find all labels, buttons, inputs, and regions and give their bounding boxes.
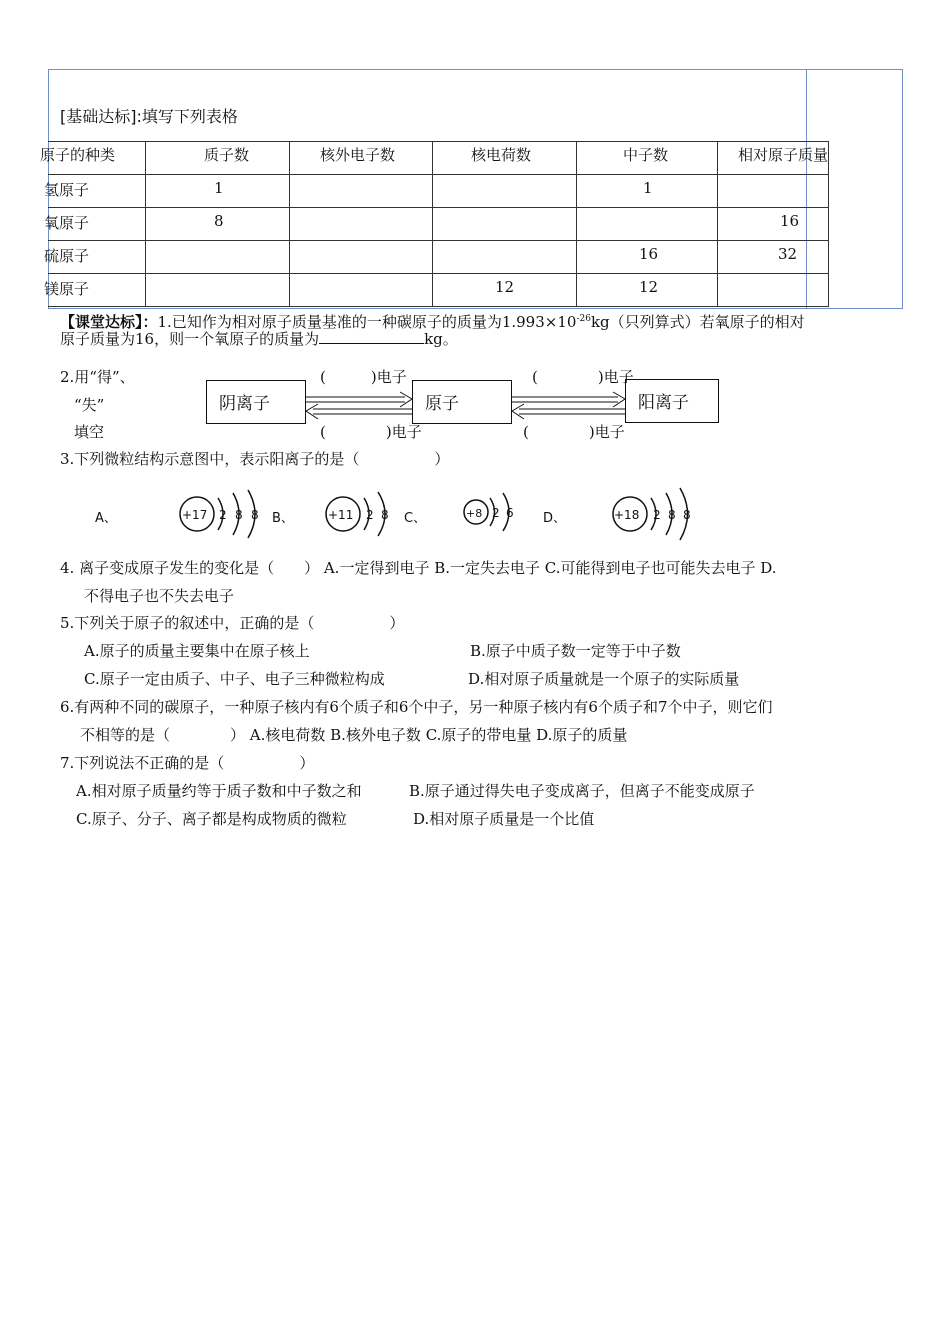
row-name: 硫原子 bbox=[44, 247, 90, 265]
option-d-shell-2: 8 bbox=[668, 508, 676, 522]
cation-box: 阳离子 bbox=[625, 379, 719, 423]
cell-relative-mass: 16 bbox=[780, 212, 800, 230]
question-1-line-1: 【课堂达标】：1.已知作为相对原子质量基准的一种碳原子的质量为$1.993\times 10^{-26}kg$（只列算式）若氧原子的相对 bbox=[60, 313, 805, 331]
row-name: 氧原子 bbox=[44, 214, 90, 232]
option-c-shell-1: 2 bbox=[492, 506, 500, 520]
question-1-line-2: 原子质量为16，则一个氧原子的质量为 kg。 bbox=[60, 330, 458, 348]
header-atom-type: 原子的种类 bbox=[40, 146, 116, 164]
option-b-label: B、 bbox=[272, 511, 294, 526]
blank-bottom-right[interactable]: ( )电子 bbox=[523, 423, 625, 441]
header-protons: 质子数 bbox=[204, 146, 250, 164]
atom-box: 原子 bbox=[412, 380, 512, 424]
cell-protons: 1 bbox=[214, 179, 224, 197]
option-a-nucleus: +17 bbox=[182, 508, 208, 522]
class-target-label: 【课堂达标】： bbox=[60, 313, 158, 331]
blank-top-right[interactable]: ( )电子 bbox=[532, 368, 634, 386]
option-a-label: A、 bbox=[95, 511, 117, 526]
question-7-option-b: B.原子通过得失电子变成离子，但离子不能变成原子 bbox=[409, 782, 755, 800]
option-d-nucleus: +18 bbox=[614, 508, 640, 522]
cell-relative-mass: 32 bbox=[778, 245, 798, 263]
row-name: 氢原子 bbox=[44, 181, 90, 199]
header-electrons: 核外电子数 bbox=[320, 146, 396, 164]
question-6-line-2: 不相等的是（ ） A.核电荷数 B.核外电子数 C.原子的带电量 D.原子的质量 bbox=[80, 726, 628, 744]
option-b-shell-1: 2 bbox=[366, 508, 374, 522]
section-title: [基础达标]:填写下列表格 bbox=[60, 107, 238, 126]
question-7-option-d: D.相对原子质量是一个比值 bbox=[413, 810, 595, 828]
atom-structure-diagrams bbox=[0, 480, 950, 550]
question-5-option-d: D.相对原子质量就是一个原子的实际质量 bbox=[468, 670, 740, 688]
question-2-line-2: “失” bbox=[74, 396, 105, 414]
question-5-text: 5.下列关于原子的叙述中，正确的是（ ） bbox=[60, 614, 405, 632]
cell-nuclear-charge: 12 bbox=[495, 278, 515, 296]
header-nuclear-charge: 核电荷数 bbox=[471, 146, 532, 164]
option-a-shell-2: 8 bbox=[235, 508, 243, 522]
option-b-shell-2: 8 bbox=[381, 508, 389, 522]
header-neutrons: 中子数 bbox=[623, 146, 669, 164]
option-d-shell-1: 2 bbox=[653, 508, 661, 522]
option-d-shell-3: 8 bbox=[683, 508, 691, 522]
question-5-option-c: C.原子一定由质子、中子、电子三种微粒构成 bbox=[84, 670, 385, 688]
question-2-line-1: 2.用“得”、 bbox=[60, 368, 135, 386]
question-7-option-a: A.相对原子质量约等于质子数和中子数之和 bbox=[76, 782, 362, 800]
question-6-line-1: 6.有两种不同的碳原子，一种原子核内有6个质子和6个中子，另一种原子核内有6个质子和7个中子，则它们 bbox=[60, 698, 773, 716]
cell-neutrons: 1 bbox=[643, 179, 653, 197]
option-a-shell-1: 2 bbox=[219, 508, 227, 522]
question-4-line-1: 4. 离子变成原子发生的变化是（ ） A.一定得到电子 B.一定失去电子 C.可能得到电子也可能失去电子 D. bbox=[60, 559, 777, 577]
question-7-option-c: C.原子、分子、离子都是构成物质的微粒 bbox=[76, 810, 347, 828]
option-c-label: C、 bbox=[404, 511, 427, 526]
question-7-text: 7.下列说法不正确的是（ ） bbox=[60, 754, 315, 772]
anion-box: 阴离子 bbox=[206, 380, 306, 424]
question-3-text: 3.下列微粒结构示意图中，表示阳离子的是（ ） bbox=[60, 450, 450, 468]
option-c-nucleus: +8 bbox=[466, 507, 483, 520]
blank-bottom-left[interactable]: ( )电子 bbox=[320, 423, 422, 441]
blank-top-left[interactable]: ( )电子 bbox=[320, 368, 407, 386]
question-4-line-2: 不得电子也不失去电子 bbox=[84, 587, 235, 605]
cell-neutrons: 16 bbox=[639, 245, 659, 263]
row-name: 镁原子 bbox=[44, 280, 90, 298]
question-5-option-a: A.原子的质量主要集中在原子核上 bbox=[84, 642, 310, 660]
option-c-shell-2: 6 bbox=[506, 506, 514, 520]
option-b-nucleus: +11 bbox=[328, 508, 354, 522]
question-5-option-b: B.原子中质子数一定等于中子数 bbox=[470, 642, 681, 660]
question-2-line-3: 填空 bbox=[74, 423, 105, 441]
option-d-label: D、 bbox=[543, 511, 567, 526]
header-relative-mass: 相对原子质量 bbox=[738, 146, 829, 164]
option-a-shell-3: 8 bbox=[251, 508, 259, 522]
cell-protons: 8 bbox=[214, 212, 224, 230]
cell-neutrons: 12 bbox=[639, 278, 659, 296]
